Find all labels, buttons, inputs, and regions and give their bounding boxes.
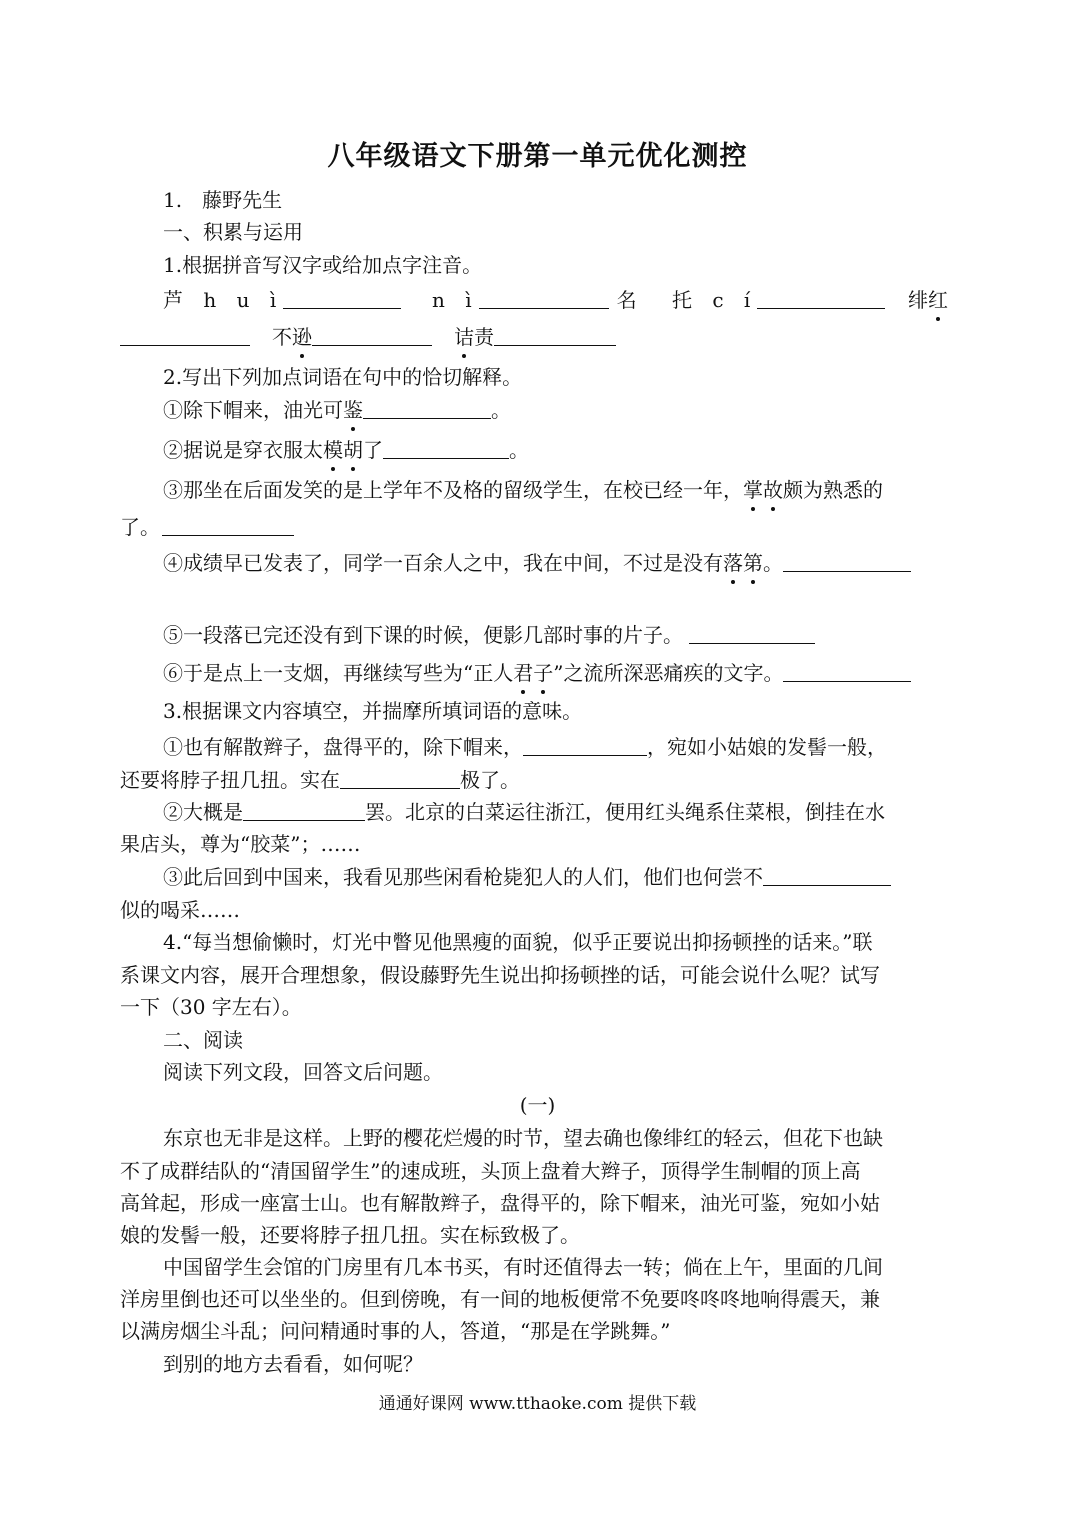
passage-p1-line-1: 东京也无非是这样。上野的樱花烂熳的时节，望去确也像绯红的轻云，但花下也缺 (163, 1126, 883, 1150)
answer-blank[interactable] (363, 398, 491, 419)
question-2-item-3-cont (120, 512, 294, 542)
pinyin-ci: 托 c í (672, 288, 758, 312)
text: ②大概是 (163, 800, 243, 824)
pinyin-ni-suffix: 名 (616, 288, 637, 312)
answer-blank[interactable] (689, 623, 815, 644)
page-title: 八年级语文下册第一单元优化测控 (327, 141, 748, 172)
passage-p1-line-4: 娘的发髻一般，还要将脖子扭几扭。实在标致极了。 (120, 1223, 580, 1247)
question-2-item-2 (163, 435, 529, 465)
dotted-char: 鉴 (343, 395, 363, 425)
text: ，宛如小姑娘的发髻一般， (647, 735, 887, 759)
question-3-item-3 (163, 862, 891, 892)
text: ①除下帽来，油光可 (163, 398, 343, 422)
question-2-item-3 (163, 475, 883, 505)
answer-blank[interactable] (479, 288, 609, 309)
question-2-item-4 (163, 548, 911, 578)
text: ③此后回到中国来，我看见那些闲看枪毙犯人的人们，他们也何尝不 (163, 865, 763, 889)
dotted-char: 红 (928, 285, 948, 315)
question-1-prompt: 1.根据拼音写汉字或给加点字注音。 (163, 253, 483, 277)
dotted-char: 君 (513, 658, 533, 688)
text: 。 (509, 438, 529, 462)
dotted-char: 落 (723, 548, 743, 578)
dotted-char: 故 (763, 475, 783, 505)
passage-p1-line-3: 高耸起，形成一座富士山。也有解散辫子，盘得平的，除下帽来，油光可鉴，宛如小姑 (120, 1191, 880, 1215)
question-2-prompt: 2.写出下列加点词语在句中的恰切解释。 (163, 365, 523, 389)
passage-p2-line-1: 中国留学生会馆的门房里有几本书买，有时还值得去一转；倘在上午，里面的几间 (163, 1255, 883, 1279)
dotted-char: 掌 (743, 475, 763, 505)
lesson-heading: 1. 藤野先生 (163, 188, 283, 212)
text: 。 (763, 551, 783, 575)
answer-blank[interactable] (243, 800, 365, 821)
question-2-item-6 (163, 658, 911, 688)
dotted-char: 逊 (292, 322, 312, 352)
answer-blank[interactable] (283, 288, 401, 309)
question-3-item-2-cont: 果店头，尊为“胶菜”；…… (120, 832, 361, 856)
passage-p3-line-1: 到别的地方去看看，如何呢？ (163, 1352, 423, 1376)
pinyin-item-ni (432, 285, 637, 315)
answer-blank[interactable] (162, 515, 294, 536)
passage-p1-line-2: 不了成群结队的“清国留学生”的速成班，头顶上盘着大辫子，顶得学生制帽的顶上高 (120, 1159, 861, 1183)
text: 颇为熟悉的 (783, 478, 883, 502)
question-2-item-5 (163, 620, 815, 650)
word-feihong (908, 285, 948, 315)
passage-p2-line-3: 以满房烟尘斗乱；问问精通时事的人，答道，“那是在学跳舞。” (120, 1319, 671, 1343)
text: 还要将脖子扭几扭。实在 (120, 768, 340, 792)
text: ②据说是穿衣服太 (163, 438, 323, 462)
char: 责 (474, 325, 494, 349)
dotted-char: 模 (323, 435, 343, 465)
dotted-char: 第 (743, 548, 763, 578)
question-3-item-2 (163, 797, 885, 827)
text: ③那坐在后面发笑的是上学年不及格的留级学生，在校已经一年， (163, 478, 743, 502)
answer-blank[interactable] (523, 735, 647, 756)
text: ⑤一段落已完还没有到下课的时候，便影几部时事的片子。 (163, 623, 683, 647)
answer-blank[interactable] (783, 551, 911, 572)
answer-blank[interactable] (757, 288, 885, 309)
footer-credit: 通通好课网 www.tthaoke.com 提供下载 (378, 1394, 697, 1414)
question-3-prompt: 3.根据课文内容填空，并揣摩所填词语的意味。 (163, 699, 583, 723)
text: 。 (491, 398, 511, 422)
question-3-item-1 (163, 732, 887, 762)
passage-p2-line-2: 洋房里倒也还可以坐坐的。但到傍晚，有一间的地板便常不免要咚咚咚地响得震天，兼 (120, 1287, 880, 1311)
char: 不 (272, 325, 292, 349)
text: 极了。 (460, 768, 520, 792)
answer-blank[interactable] (383, 438, 509, 459)
pinyin-ni: n ì (432, 288, 479, 312)
dotted-char: 子 (533, 658, 553, 688)
question-4-line-3: 一下（30 字左右）。 (120, 995, 302, 1019)
question-4-line-1: 4.“每当想偷懒时，灯光中瞥见他黑瘦的面貌，似乎正要说出抑扬顿挫的话来。”联 (163, 930, 873, 954)
section-heading-reading: 二、阅读 (163, 1028, 243, 1052)
pinyin-hui: 芦 h u ì (163, 288, 284, 312)
section-heading-accumulation: 一、积累与运用 (163, 220, 303, 244)
dotted-char: 诘 (454, 322, 474, 352)
answer-blank[interactable] (763, 865, 891, 886)
pinyin-item-hui (163, 285, 401, 315)
answer-blank[interactable] (120, 325, 250, 346)
reading-instruction: 阅读下列文段，回答文后问题。 (163, 1060, 443, 1084)
question-3-item-3-cont: 似的喝采…… (120, 898, 240, 922)
text: ”之流所深恶痛疾的文字。 (553, 661, 784, 685)
text: 罢。北京的白菜运往浙江，便用红头绳系住菜根，倒挂在水 (365, 800, 885, 824)
text: ①也有解散辫子，盘得平的，除下帽来， (163, 735, 523, 759)
text: ⑥于是点上一支烟，再继续写些为“正人 (163, 661, 514, 685)
text: 了。 (120, 515, 160, 539)
text: ④成绩早已发表了，同学一百余人之中，我在中间，不过是没有 (163, 551, 723, 575)
text: 了 (363, 438, 383, 462)
answer-blank[interactable] (340, 768, 460, 789)
char: 绯 (908, 288, 928, 312)
dotted-char: 胡 (343, 435, 363, 465)
question-3-item-1-cont (120, 765, 520, 795)
pinyin-row-2 (120, 322, 616, 352)
answer-blank[interactable] (494, 325, 616, 346)
question-2-item-1 (163, 395, 511, 425)
answer-blank[interactable] (783, 661, 911, 682)
question-4-line-2: 系课文内容，展开合理想象，假设藤野先生说出抑扬顿挫的话，可能会说什么呢？试写 (120, 963, 880, 987)
passage-number: (一) (519, 1093, 556, 1117)
answer-blank[interactable] (312, 325, 432, 346)
pinyin-item-ci (672, 285, 885, 315)
